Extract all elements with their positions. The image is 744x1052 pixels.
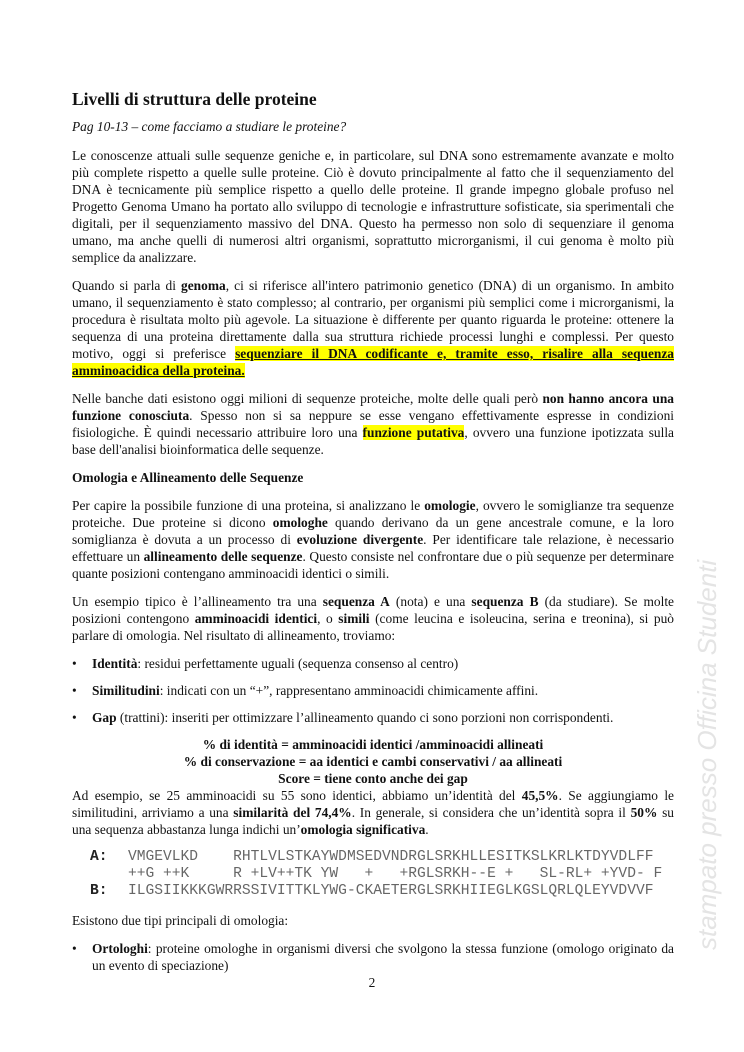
page-subtitle: Pag 10-13 – come facciamo a studiare le proteine?: [72, 119, 347, 134]
formula-identity: % di identità = amminoacidi identici /amminoacidi allineati: [202, 737, 544, 752]
highlighted-text: sequenziare il DNA codificante e, tramite esso, risalire alla sequenza amminoacidica della proteina.: [72, 346, 674, 378]
text-run: , o: [317, 611, 339, 626]
alignment-row-a: [72, 849, 674, 866]
homology-paragraphs: [72, 497, 674, 644]
text-run: (trattini): inseriti per ottimizzare l’allineamento quando ci sono porzioni non corrispondenti.: [116, 710, 614, 725]
bold-text: similarità del 74,4%: [233, 805, 352, 820]
document-page: [72, 88, 674, 984]
bold-text: omologhe: [272, 515, 328, 530]
text-run: Esistono due tipi principali di omologia:: [72, 913, 289, 928]
text-run: (da studiare). Se molte posizioni contengono: [72, 594, 675, 626]
paragraph: [72, 497, 674, 582]
bold-text: Identità: [92, 656, 138, 671]
formula-score: Score = tiene conto anche dei gap: [278, 771, 468, 786]
text-run: . Per identificare tale relazione, è necessario effettuare un: [72, 532, 675, 564]
homology-types-list: [72, 940, 674, 974]
paragraph: [72, 787, 674, 838]
match-line: ++G ++K R +LV++TK YW + +RGLSRKH--E + SL-RL+ +YVD- F: [128, 866, 663, 882]
sequence-a: VMGEVLKD RHTLVLSTKAYWDMSEDVNDRGLSRKHLLESITKSLKRLKTDYVDLFF: [128, 849, 654, 865]
bullet-icon: •: [72, 941, 77, 956]
page-title: Livelli di struttura delle proteine: [72, 89, 317, 109]
bold-text: genoma: [181, 278, 226, 293]
text-run: quando derivano da un gene ancestrale comune, e la loro somiglianza è dovuta a un processo di: [72, 515, 674, 547]
paragraph: [72, 593, 674, 644]
example-paragraphs: [72, 787, 674, 838]
watermark: stampato presso Officina Studenti: [692, 559, 722, 950]
text-run: . Se aggiungiamo le similitudini, arriviamo a una: [72, 788, 674, 820]
bold-text: non hanno ancora una funzione conosciuta: [72, 391, 674, 423]
bullet-icon: •: [72, 683, 77, 698]
list-item: [72, 682, 674, 699]
closing-paragraphs: [72, 912, 674, 929]
list-item: [72, 709, 674, 726]
text-run: Le conoscenze attuali sulle sequenze geniche e, in particolare, sul DNA sono estremamente avanzate e molto più complete rispetto a quelle sulle proteine. Ciò è dovuto principalmente al fatto che il sequenziamento del DNA è tecnicamente più semplice rispetto a quello delle proteine. Il grande impegno globale profuso nel Progetto Genoma Umano ha portato allo sviluppo di tecnologie e infrastrutture sofisticate, sia sperimentali che digitali, per il sequenziamento massivo del DNA. Questo ha permesso non solo di sequenziare il genoma umano, ma anche quelli di numerosi altri organismi, soprattutto microrganismi, il cui genoma è molto più semplice da analizzare.: [72, 148, 674, 265]
alignment-row-b: [72, 883, 674, 900]
formulas: [72, 736, 674, 787]
bold-text: omologie: [424, 498, 476, 513]
intro-paragraphs: [72, 147, 674, 458]
bold-text: 45,5%: [521, 788, 559, 803]
formula-conservation: % di conservazione = aa identici e cambi conservativi / aa allineati: [183, 754, 563, 769]
page-number: 2: [368, 975, 376, 990]
bold-text: 50%: [630, 805, 658, 820]
sequence-b: ILGSIIKKKGWRRSSIVITTKLYWG-CKAETERGLSRKHIIEGLKGSLQRLQLEYVDVVF: [128, 883, 654, 899]
text-run: Un esempio tipico è l’allineamento tra una: [72, 594, 323, 609]
highlighted-text: funzione putativa: [362, 425, 465, 440]
paragraph: [72, 147, 674, 266]
bullet-icon: •: [72, 710, 77, 725]
list-item: [72, 655, 674, 672]
bold-text: simili: [338, 611, 370, 626]
sequence-alignment: [72, 849, 674, 900]
text-run: . Questo consiste nel confrontare due o più sequenze per determinare quante posizioni contengano amminoacidi identici o simili.: [72, 549, 674, 581]
text-run: . In generale, si considera che un’identità sopra il: [351, 805, 631, 820]
alignment-row-match: [72, 866, 674, 883]
text-run: (nota) e una: [389, 594, 472, 609]
bold-text: omologia significativa: [300, 822, 426, 837]
text-run: .: [425, 822, 429, 837]
text-run: Per capire la possibile funzione di una proteina, si analizzano le: [72, 498, 425, 513]
bold-text: sequenza A: [322, 594, 390, 609]
text-run: : proteine omologhe in organismi diversi che svolgono la stessa funzione (omologo originato da un evento di speciazione): [92, 941, 674, 973]
alignment-legend-list: [72, 655, 674, 726]
label-a: A:: [90, 849, 108, 865]
bold-text: Gap: [92, 710, 117, 725]
paragraph: [72, 390, 674, 458]
text-run: Ad esempio, se 25 amminoacidi su 55 sono identici, abbiamo un’identità del: [72, 788, 522, 803]
bold-text: Ortologhi: [92, 941, 148, 956]
list-item: [72, 940, 674, 974]
bullet-icon: •: [72, 656, 77, 671]
text-run: . Spesso non si sa neppure se esse vengano effettivamente espresse in condizioni fisiologiche. È quindi necessario attribuire loro una: [72, 408, 674, 440]
text-run: Nelle banche dati esistono oggi milioni di sequenze proteiche, molte delle quali però: [72, 391, 543, 406]
text-run: (come leucina e isoleucina, serina e treonina), si può parlare di omologia. Nel risultato di allineamento, troviamo:: [72, 611, 674, 643]
section-heading: Omologia e Allineamento delle Sequenze: [72, 470, 304, 485]
text-run: , ovvero le somiglianze tra sequenze proteiche. Due proteine si dicono: [72, 498, 674, 530]
text-run: , ovvero una funzione ipotizzata sulla base dell'analisi bioinformatica delle sequenze.: [72, 425, 674, 457]
bold-text: Similitudini: [92, 683, 160, 698]
bold-text: evoluzione divergente: [296, 532, 424, 547]
text-run: : residui perfettamente uguali (sequenza consenso al centro): [137, 656, 459, 671]
text-run: , ci si riferisce all'intero patrimonio genetico (DNA) di un organismo. In ambito umano, il sequenziamento è stato complesso; al contrario, per organismi più semplici come i microrganismi, la procedura è risultata molto più agevole. La situazione è differente per quanto riguarda le proteine: ottenere la sequenza di una proteina direttamente dalla sua struttura richiede processi lunghi e complessi. Per questo motivo, oggi si preferisce: [72, 278, 674, 361]
text-run: Quando si parla di: [72, 278, 182, 293]
label-b: B:: [90, 883, 108, 899]
bold-text: amminoacidi identici: [194, 611, 318, 626]
paragraph: [72, 277, 674, 379]
paragraph: [72, 912, 674, 929]
bold-text: sequenza B: [471, 594, 539, 609]
bold-text: allineamento delle sequenze: [143, 549, 303, 564]
text-run: : indicati con un “+”, rappresentano amminoacidi chimicamente affini.: [159, 683, 539, 698]
text-run: su una sequenza abbastanza lunga indichi un’: [72, 805, 674, 837]
